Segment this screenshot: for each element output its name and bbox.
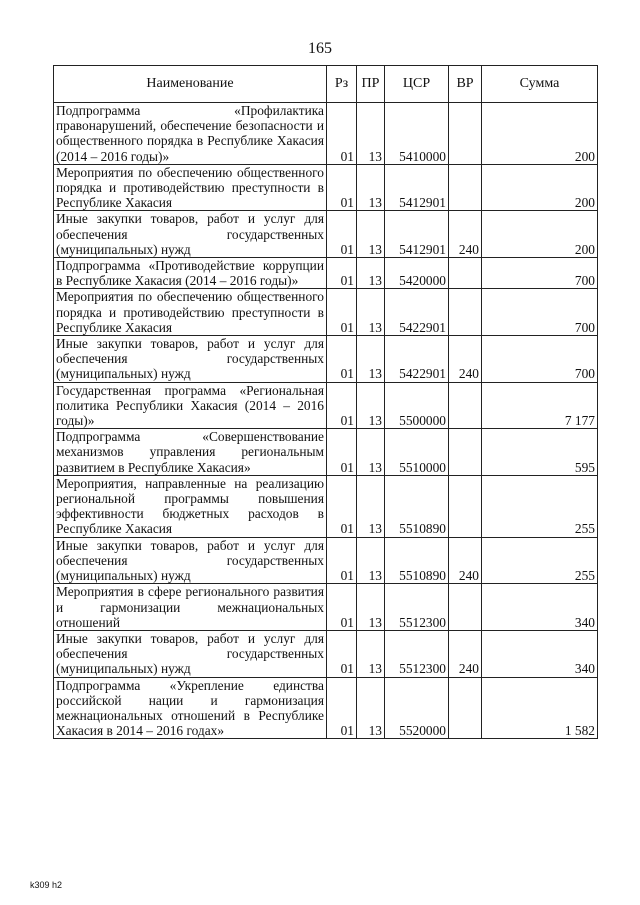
header-sum: Сумма <box>482 66 598 103</box>
cell-csr: 5510890 <box>385 537 449 584</box>
cell-csr: 5422901 <box>385 336 449 383</box>
cell-pr: 13 <box>357 630 385 677</box>
cell-csr: 5510000 <box>385 429 449 476</box>
cell-pr: 13 <box>357 258 385 289</box>
cell-rz: 01 <box>327 382 357 429</box>
cell-sum: 200 <box>482 211 598 258</box>
page-number: 165 <box>308 40 332 57</box>
cell-csr: 5500000 <box>385 382 449 429</box>
cell-name: Подпрограмма «Укрепление единства российской нации и гармонизация межнациональных отношений в Республике Хакасия в 2014 – 2016 годах» <box>54 677 327 739</box>
cell-name: Мероприятия в сфере регионального развития и гармонизации межнациональных отношений <box>54 584 327 631</box>
cell-csr: 5512300 <box>385 584 449 631</box>
cell-pr: 13 <box>357 429 385 476</box>
cell-rz: 01 <box>327 584 357 631</box>
cell-name: Подпрограмма «Совершенствование механизмов управления региональным развитием в Республике Хакасия» <box>54 429 327 476</box>
cell-rz: 01 <box>327 103 357 165</box>
cell-vr <box>449 164 482 211</box>
cell-vr <box>449 584 482 631</box>
cell-pr: 13 <box>357 537 385 584</box>
cell-pr: 13 <box>357 336 385 383</box>
cell-vr <box>449 382 482 429</box>
cell-name: Государственная программа «Региональная политика Республики Хакасия (2014 – 2016 годы)» <box>54 382 327 429</box>
cell-sum: 7 177 <box>482 382 598 429</box>
cell-name: Мероприятия, направленные на реализацию региональной программы повышения эффективности бюджетных расходов в Республике Хакасия <box>54 475 327 537</box>
table-row <box>54 630 598 677</box>
table-row <box>54 211 598 258</box>
cell-vr <box>449 289 482 336</box>
cell-vr: 240 <box>449 630 482 677</box>
cell-rz: 01 <box>327 630 357 677</box>
table-row <box>54 382 598 429</box>
cell-sum: 255 <box>482 537 598 584</box>
cell-rz: 01 <box>327 336 357 383</box>
cell-pr: 13 <box>357 475 385 537</box>
cell-vr <box>449 475 482 537</box>
header-pr: ПР <box>357 66 385 103</box>
cell-name: Иные закупки товаров, работ и услуг для обеспечения государственных (муниципальных) нужд <box>54 336 327 383</box>
header-name: Наименование <box>54 66 327 103</box>
table-row <box>54 584 598 631</box>
table-row <box>54 475 598 537</box>
header-rz: Рз <box>327 66 357 103</box>
cell-name: Иные закупки товаров, работ и услуг для обеспечения государственных (муниципальных) нужд <box>54 630 327 677</box>
footer-code: k309 h2 <box>30 880 63 890</box>
table-row <box>54 336 598 383</box>
cell-rz: 01 <box>327 258 357 289</box>
cell-csr: 5520000 <box>385 677 449 739</box>
table-row <box>54 103 598 165</box>
cell-name: Подпрограмма «Противодействие коррупции в Республике Хакасия (2014 – 2016 годы)» <box>54 258 327 289</box>
cell-sum: 595 <box>482 429 598 476</box>
cell-sum: 700 <box>482 258 598 289</box>
table-row <box>54 537 598 584</box>
cell-rz: 01 <box>327 289 357 336</box>
cell-rz: 01 <box>327 164 357 211</box>
cell-sum: 255 <box>482 475 598 537</box>
table-row <box>54 289 598 336</box>
cell-name: Мероприятия по обеспечению общественного порядка и противодействию преступности в Республике Хакасия <box>54 289 327 336</box>
cell-csr: 5410000 <box>385 103 449 165</box>
cell-name: Мероприятия по обеспечению общественного порядка и противодействию преступности в Республике Хакасия <box>54 164 327 211</box>
cell-csr: 5510890 <box>385 475 449 537</box>
cell-csr: 5420000 <box>385 258 449 289</box>
cell-pr: 13 <box>357 103 385 165</box>
cell-pr: 13 <box>357 382 385 429</box>
cell-csr: 5412901 <box>385 211 449 258</box>
cell-sum: 700 <box>482 336 598 383</box>
cell-sum: 340 <box>482 630 598 677</box>
cell-rz: 01 <box>327 537 357 584</box>
cell-csr: 5412901 <box>385 164 449 211</box>
cell-vr: 240 <box>449 211 482 258</box>
cell-name: Иные закупки товаров, работ и услуг для обеспечения государственных (муниципальных) нужд <box>54 211 327 258</box>
cell-sum: 340 <box>482 584 598 631</box>
cell-pr: 13 <box>357 164 385 211</box>
table-row <box>54 677 598 739</box>
cell-vr <box>449 677 482 739</box>
table-header-row <box>54 66 598 103</box>
cell-vr: 240 <box>449 336 482 383</box>
cell-pr: 13 <box>357 677 385 739</box>
cell-sum: 200 <box>482 103 598 165</box>
cell-sum: 1 582 <box>482 677 598 739</box>
cell-rz: 01 <box>327 429 357 476</box>
cell-vr: 240 <box>449 537 482 584</box>
cell-vr <box>449 429 482 476</box>
cell-pr: 13 <box>357 289 385 336</box>
cell-name: Подпрограмма «Профилактика правонарушений, обеспечение безопасности и общественного порядка в Республике Хакасия (2014 – 2016 годы)» <box>54 103 327 165</box>
budget-table <box>53 65 598 739</box>
cell-name: Иные закупки товаров, работ и услуг для обеспечения государственных (муниципальных) нужд <box>54 537 327 584</box>
cell-rz: 01 <box>327 211 357 258</box>
cell-vr <box>449 258 482 289</box>
table-row <box>54 429 598 476</box>
cell-sum: 700 <box>482 289 598 336</box>
cell-csr: 5512300 <box>385 630 449 677</box>
table-row <box>54 258 598 289</box>
cell-sum: 200 <box>482 164 598 211</box>
cell-rz: 01 <box>327 475 357 537</box>
cell-pr: 13 <box>357 211 385 258</box>
cell-vr <box>449 103 482 165</box>
cell-csr: 5422901 <box>385 289 449 336</box>
header-csr: ЦСР <box>385 66 449 103</box>
cell-pr: 13 <box>357 584 385 631</box>
header-vr: ВР <box>449 66 482 103</box>
cell-rz: 01 <box>327 677 357 739</box>
table-row <box>54 164 598 211</box>
